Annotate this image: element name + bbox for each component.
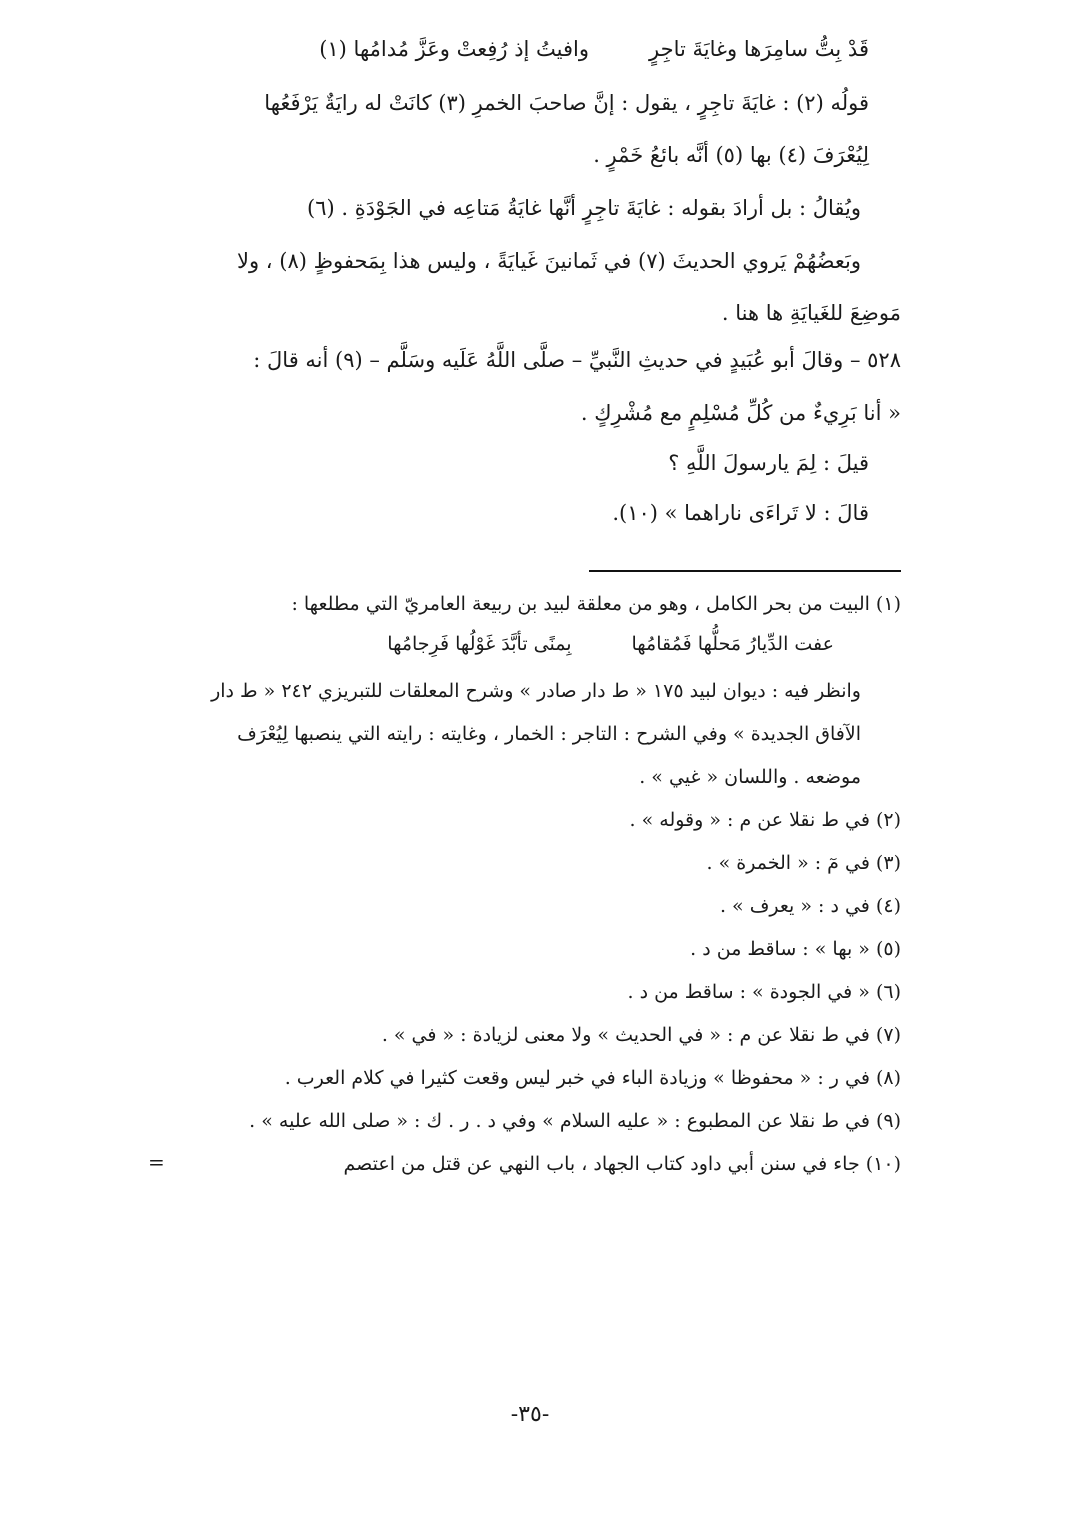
- verse-line: [189, 34, 869, 64]
- footnote-verse-second: بِمنًى تأبَّدَ غَوْلُها فَرِجامُها: [387, 633, 572, 655]
- footnote-1-verse: [274, 630, 834, 658]
- footnote-5: (٥) « بها » : ساقط من د .: [690, 938, 901, 960]
- footnote-7: (٧) في ط نقلا عن م : « في الحديث » ولا معنى لزيادة : « في » .: [381, 1024, 901, 1046]
- hadith-heading-line: ٥٢٨ – وقالَ أبو عُبَيدٍ في حديثِ النَّبيِّ – صلَّى اللَّهُ عَلَيه وسَلَّم – (٩) أنه قالَ :: [253, 348, 901, 372]
- paragraph-line: ويُقالُ : بل أرادَ بقوله : غايَةَ تاجِرٍ أنَّها غايَةُ مَتاعِه في الجَوْدَةِ . (٦): [307, 196, 861, 220]
- hadith-line: قيلَ : لِمَ يارسولَ اللَّهِ ؟: [668, 451, 869, 475]
- page-number: -٣٥-: [510, 1402, 550, 1427]
- paragraph-line: وبَعضُهُمْ يَروي الحديثَ (٧) في ثَمانينَ غَيايَةً ، وليس هذا بِمَحفوظٍ (٨) ، ولا: [236, 249, 861, 273]
- footnote-6: (٦) « في الجودة » : ساقط من د .: [627, 981, 901, 1003]
- footnote-8: (٨) في ر : « محفوظا » وزيادة الباء في خبر ليس وقعت كثيرا في كلام العرب .: [284, 1067, 901, 1089]
- footnote-verse-first: عفت الدِّيارُ مَحلُّها فَمُقامُها: [631, 633, 834, 655]
- footnote-3: (٣) في مٓ : « الخمرة » .: [706, 852, 901, 874]
- footnote-2: (٢) في ط نقلا عن م : « وقوله » .: [629, 809, 901, 831]
- paragraph-line: لِيُعْرَفَ (٤) بها (٥) أنَّه بائعُ خَمْرٍ .: [593, 143, 869, 167]
- footnote-1-line: وانظر فيه : ديوان لبيد ١٧٥ « ط دار صادر » وشرح المعلقات للتبريزي ٢٤٢ « ط دار: [211, 680, 861, 702]
- verse-first-hemistich: قَدْ بِتُّ سامِرَها وغايَةَ تاجِرٍ: [649, 37, 869, 61]
- footnote-10: (١٠) جاء في سنن أبي داود كتاب الجهاد ، باب النهي عن قتل من اعتصم: [343, 1153, 901, 1175]
- hadith-line: قالَ : لا تَراءَى ناراهما » (١٠).: [612, 501, 869, 525]
- footnote-1-line: الآفاق الجديدة » وفي الشرح : التاجر : الخمار ، وغايته : رايته التي ينصبها لِيُعْرَف: [237, 723, 861, 745]
- paragraph-line: قولُه (٢) : غايَةَ تاجِرٍ ، يقول : إنَّ صاحبَ الخمرِ (٣) كانَتْ له رايَةٌ يَرْفَعُها: [264, 91, 869, 115]
- paragraph-line: مَوضِعَ للغَيايَةِ ها هنا .: [721, 301, 901, 325]
- continuation-mark: =: [148, 1150, 165, 1174]
- footnote-separator: [589, 570, 901, 572]
- footnote-1-line: موضعه . واللسان « غيي » .: [639, 766, 861, 788]
- footnote-1-line: (١) البيت من بحر الكامل ، وهو من معلقة لبيد بن ربيعة العامريّ التي مطلعها :: [291, 593, 901, 615]
- footnote-4: (٤) في د : « يعرف » .: [719, 895, 901, 917]
- footnote-9: (٩) في ط نقلا عن المطبوع : « عليه السلام » وفي د . ر . ك : « صلى الله عليه » .: [249, 1110, 901, 1132]
- hadith-line: « أنا بَرِيءٌ من كُلِّ مُسْلِمٍ مع مُشْرِكٍ .: [580, 401, 901, 425]
- verse-second-hemistich: وافيتُ إذ رُفِعتْ وعَزَّ مُدامُها (١): [319, 37, 590, 61]
